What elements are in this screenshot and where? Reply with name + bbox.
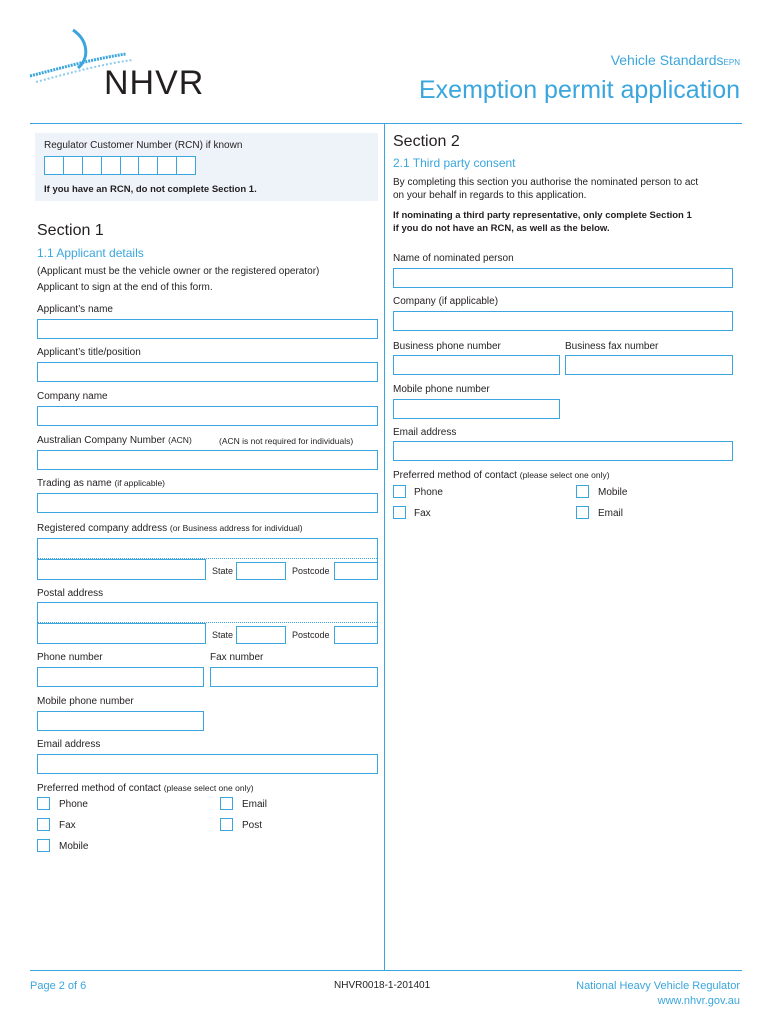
- postal-state-label: State: [212, 630, 234, 640]
- s2-email-field[interactable]: [393, 441, 733, 461]
- section1-title: Section 1: [37, 222, 104, 239]
- section2-subtitle: 2.1 Third party consent: [393, 156, 516, 170]
- section2-title: Section 2: [393, 133, 460, 150]
- s2-email-checkbox[interactable]: [576, 506, 589, 519]
- section1-intro1: (Applicant must be the vehicle owner or the registered operator): [37, 266, 320, 277]
- postal-address-line2[interactable]: [37, 623, 206, 644]
- s1-mobile-option: Mobile: [59, 841, 89, 852]
- acn-field[interactable]: [37, 450, 378, 470]
- s2-email-label: Email address: [393, 427, 457, 438]
- s2-email-option: Email: [598, 508, 624, 519]
- form-code: NHVR0018-1-201401: [334, 980, 431, 991]
- reg-state-label: State: [212, 566, 234, 576]
- business-phone-field[interactable]: [393, 355, 560, 375]
- s2-mobile-label: Mobile phone number: [393, 384, 490, 395]
- s2-mobile-field[interactable]: [393, 399, 560, 419]
- company-name-label: Company name: [37, 391, 108, 402]
- s1-phone-option: Phone: [59, 799, 88, 810]
- business-phone-label: Business phone number: [393, 341, 501, 352]
- rcn-input[interactable]: [44, 156, 196, 175]
- s2-contact-label: Preferred method of contact (please select one only): [393, 470, 610, 481]
- s2-mobile-checkbox[interactable]: [576, 485, 589, 498]
- company-name-field[interactable]: [37, 406, 378, 426]
- rcn-note: If you have an RCN, do not complete Section 1.: [44, 184, 257, 195]
- s2-phone-option: Phone: [414, 487, 443, 498]
- column-divider: [384, 123, 385, 970]
- mobile-label: Mobile phone number: [37, 696, 134, 707]
- footer-rule: [30, 970, 742, 971]
- applicant-name-label: Applicant’s name: [37, 304, 113, 315]
- email-label: Email address: [37, 739, 101, 750]
- mobile-field[interactable]: [37, 711, 204, 731]
- s2-fax-checkbox[interactable]: [393, 506, 406, 519]
- s1-mobile-checkbox[interactable]: [37, 839, 50, 852]
- applicant-name-field[interactable]: [37, 319, 378, 339]
- business-fax-field[interactable]: [565, 355, 733, 375]
- fax-field[interactable]: [210, 667, 378, 687]
- website-link[interactable]: www.nhvr.gov.au: [657, 995, 740, 1007]
- nominated-name-label: Name of nominated person: [393, 253, 514, 264]
- s1-post-checkbox[interactable]: [220, 818, 233, 831]
- acn-label: Australian Company Number (ACN): [37, 435, 192, 446]
- s2-company-label: Company (if applicable): [393, 296, 499, 307]
- reg-address-line2[interactable]: [37, 559, 206, 580]
- reg-address-label: Registered company address (or Business address for individual): [37, 523, 303, 534]
- section1-intro2: Applicant to sign at the end of this form.: [37, 282, 213, 293]
- fax-label: Fax number: [210, 652, 264, 663]
- trading-name-field[interactable]: [37, 493, 378, 513]
- email-field[interactable]: [37, 754, 378, 774]
- header-rule: [30, 123, 742, 124]
- s1-fax-option: Fax: [59, 820, 76, 831]
- org-name: National Heavy Vehicle Regulator: [576, 980, 740, 992]
- section2-intro2: on your behalf in regards to this application.: [393, 190, 587, 201]
- applicant-title-field[interactable]: [37, 362, 378, 382]
- section2-intro1: By completing this section you authorise the nominated person to act: [393, 177, 699, 188]
- phone-label: Phone number: [37, 652, 103, 663]
- s1-post-option: Post: [242, 820, 263, 831]
- applicant-title-label: Applicant’s title/position: [37, 347, 141, 358]
- s1-phone-checkbox[interactable]: [37, 797, 50, 810]
- category-label: Vehicle StandardsEPN: [610, 52, 740, 68]
- postal-state-field[interactable]: [236, 626, 286, 644]
- nominated-name-field[interactable]: [393, 268, 733, 288]
- acn-note: (ACN is not required for individuals): [219, 436, 354, 446]
- reg-state-field[interactable]: [236, 562, 286, 580]
- rcn-label: Regulator Customer Number (RCN) if known: [44, 140, 243, 151]
- postal-address-label: Postal address: [37, 588, 104, 599]
- s1-email-option: Email: [242, 799, 268, 810]
- s2-phone-checkbox[interactable]: [393, 485, 406, 498]
- s2-company-field[interactable]: [393, 311, 733, 331]
- page-title: Exemption permit application: [419, 76, 740, 104]
- s1-contact-label: Preferred method of contact (please select one only): [37, 783, 254, 794]
- postal-postcode-label: Postcode: [292, 630, 330, 640]
- s1-email-checkbox[interactable]: [220, 797, 233, 810]
- section1-subtitle: 1.1 Applicant details: [37, 246, 144, 260]
- logo-text: NHVR: [104, 64, 205, 102]
- section2-note2: if you do not have an RCN, as well as the below.: [393, 223, 610, 234]
- section2-note1: If nominating a third party representative, only complete Section 1: [393, 210, 692, 221]
- phone-field[interactable]: [37, 667, 204, 687]
- trading-name-label: Trading as name (if applicable): [37, 478, 166, 489]
- business-fax-label: Business fax number: [565, 341, 659, 352]
- s2-fax-option: Fax: [414, 508, 431, 519]
- reg-postcode-field[interactable]: [334, 562, 378, 580]
- s1-fax-checkbox[interactable]: [37, 818, 50, 831]
- page-number: Page 2 of 6: [30, 980, 87, 992]
- s2-mobile-option: Mobile: [598, 487, 628, 498]
- postal-postcode-field[interactable]: [334, 626, 378, 644]
- nhvr-logo: [28, 28, 228, 108]
- reg-postcode-label: Postcode: [292, 566, 330, 576]
